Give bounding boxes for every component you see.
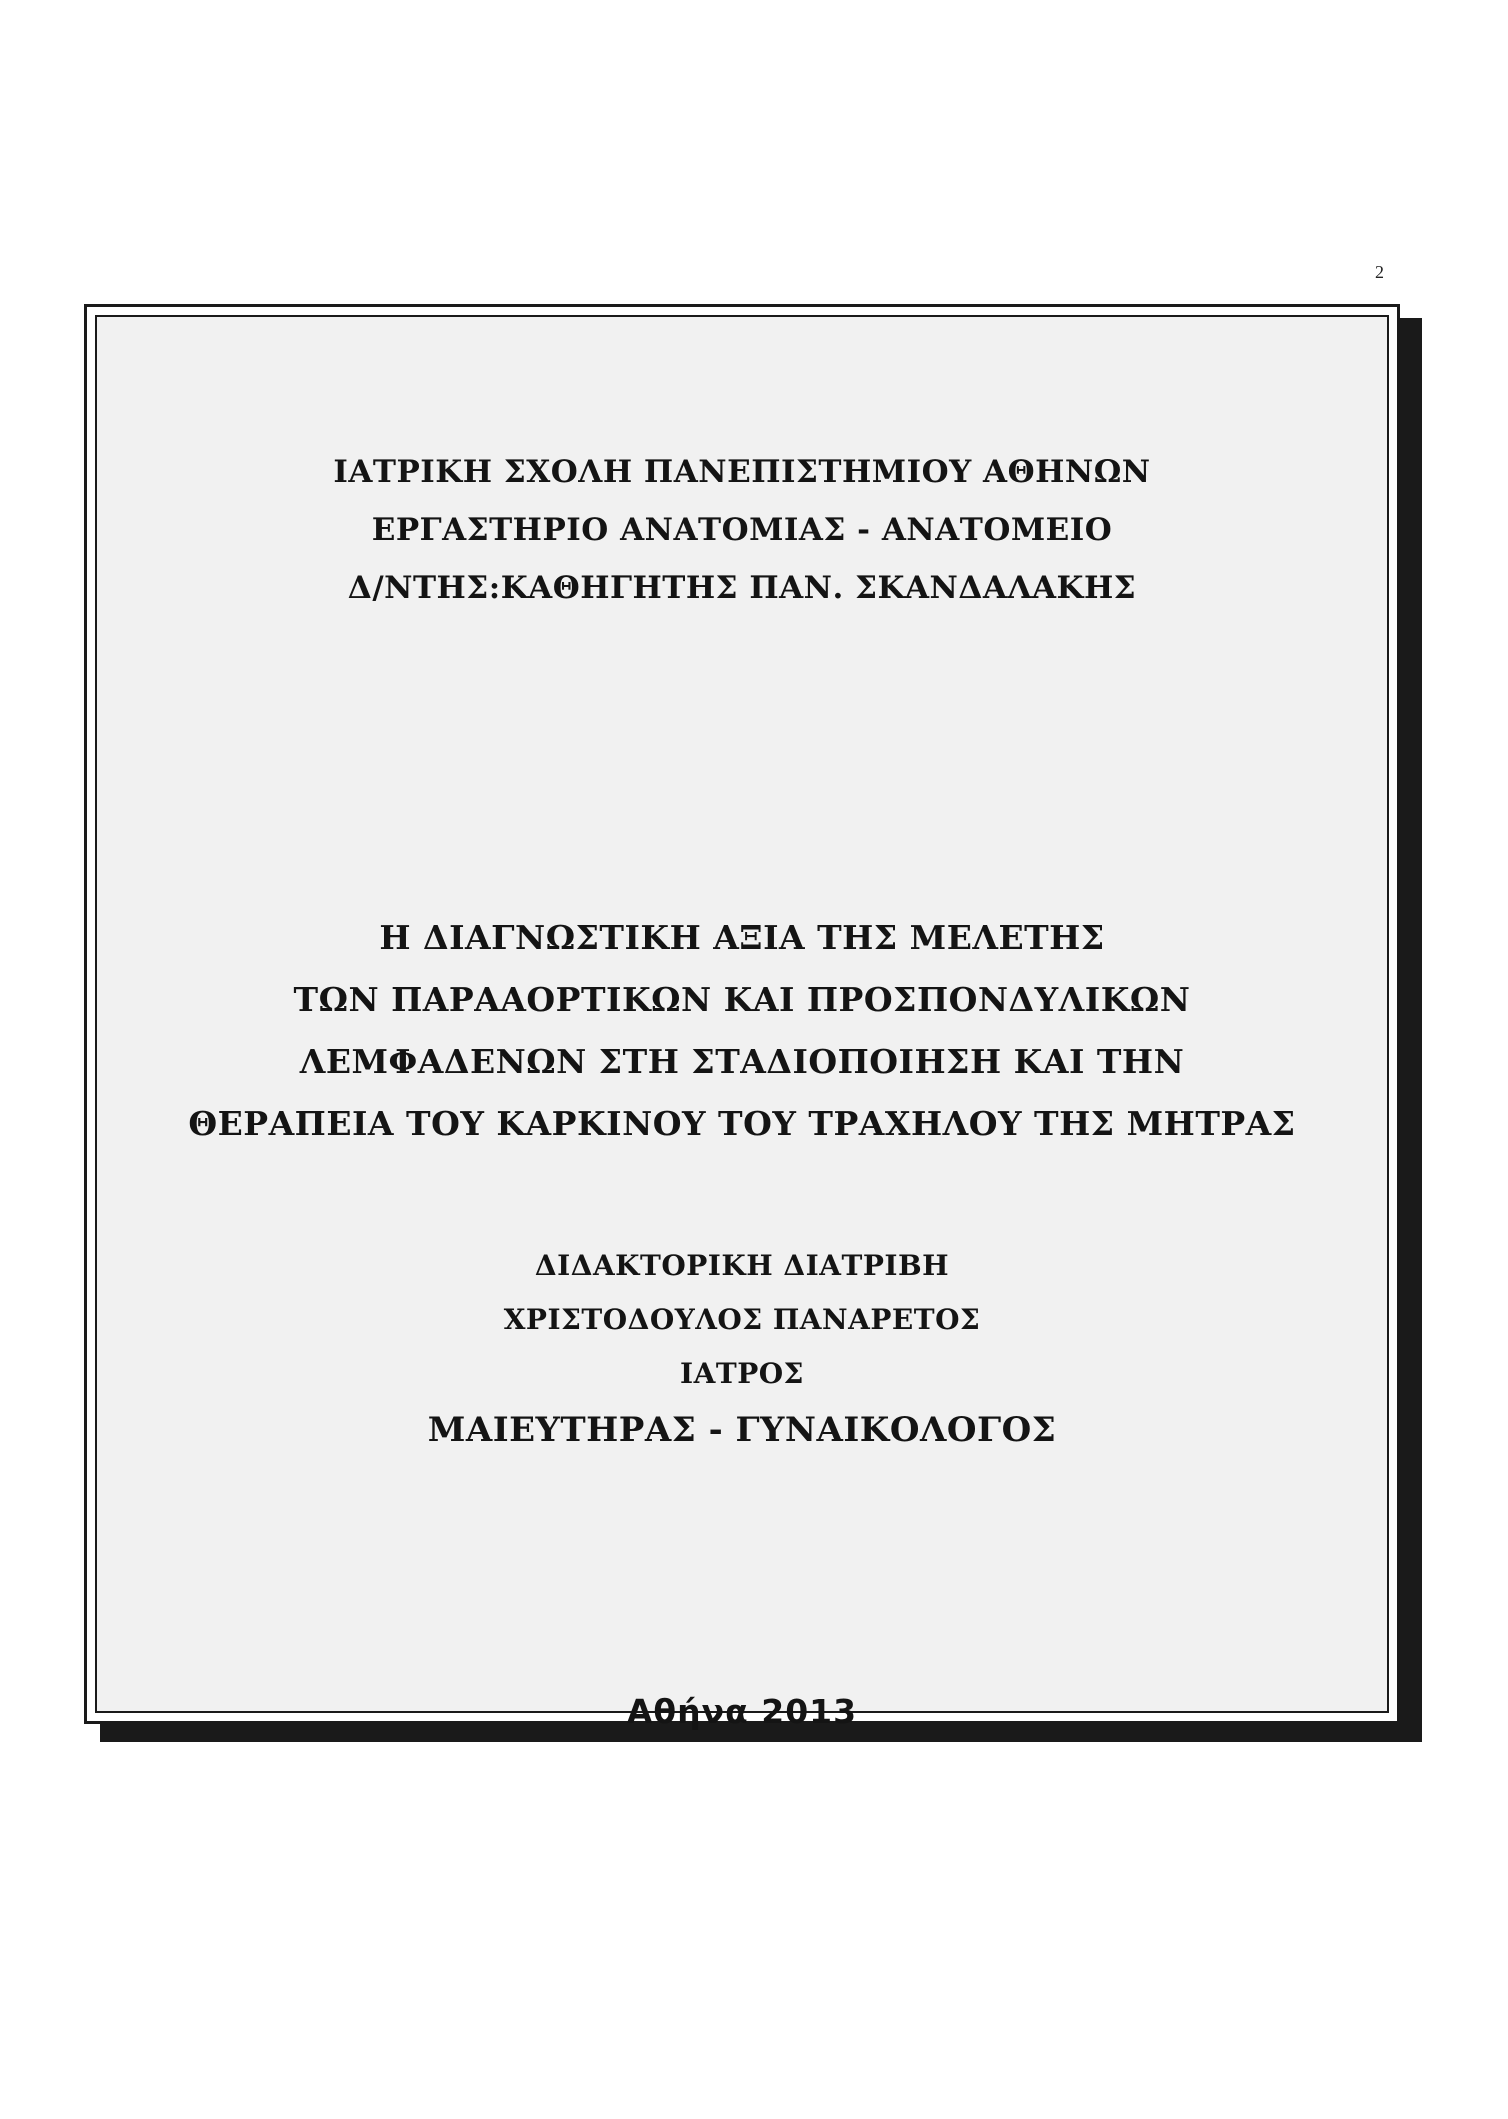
thesis-title-line-3: ΛΕΜΦΑΔΕΝΩΝ ΣΤΗ ΣΤΑΔΙΟΠΟΙΗΣΗ ΚΑΙ ΤΗΝ	[299, 1042, 1185, 1081]
author-specialty: ΜΑΙΕΥΤΗΡΑΣ - ΓΥΝΑΙΚΟΛΟΓΟΣ	[427, 1410, 1057, 1450]
thesis-title	[97, 907, 1387, 1155]
thesis-title-line-4: ΘΕΡΑΠΕΙΑ ΤΟΥ ΚΑΡΚΙΝΟΥ ΤΟΥ ΤΡΑΧΗΛΟΥ ΤΗΣ ΜΗΤΡΑΣ	[188, 1104, 1296, 1143]
document-type: ΔΙΔΑΚΤΟΡΙΚΗ ΔΙΑΤΡΙΒΗ	[534, 1249, 950, 1282]
author-name: ΧΡΙΣΤΟΔΟΥΛΟΣ ΠΑΝΑΡΕΤΟΣ	[503, 1303, 981, 1336]
title-page-inner-frame	[95, 315, 1389, 1731]
author-block	[97, 1239, 1387, 1459]
institution-director: Δ/ΝΤΗΣ:ΚΑΘΗΓΗΤΗΣ ΠΑΝ. ΣΚΑΝΔΑΛΑΚΗΣ	[347, 570, 1137, 606]
thesis-title-line-1: Η ΔΙΑΓΝΩΣΤΙΚΗ ΑΞΙΑ ΤΗΣ ΜΕΛΕΤΗΣ	[379, 918, 1105, 957]
institution-school: ΙΑΤΡΙΚΗ ΣΧΟΛΗ ΠΑΝΕΠΙΣΤΗΜΙΟΥ ΑΘΗΝΩΝ	[333, 454, 1151, 490]
institution-laboratory: ΕΡΓΑΣΤΗΡΙΟ ΑΝΑΤΟΜΙΑΣ - ΑΝΑΤΟΜΕΙΟ	[371, 512, 1113, 548]
institution-block	[97, 443, 1387, 617]
place-date: Αθήνα 2013	[626, 1692, 858, 1731]
title-page-frame	[84, 304, 1400, 1731]
author-profession: ΙΑΤΡΟΣ	[680, 1357, 804, 1390]
thesis-title-line-2: ΤΩΝ ΠΑΡΑΑΟΡΤΙΚΩΝ ΚΑΙ ΠΡΟΣΠΟΝΔΥΛΙΚΩΝ	[293, 980, 1191, 1019]
page-number: 2	[1375, 262, 1384, 282]
